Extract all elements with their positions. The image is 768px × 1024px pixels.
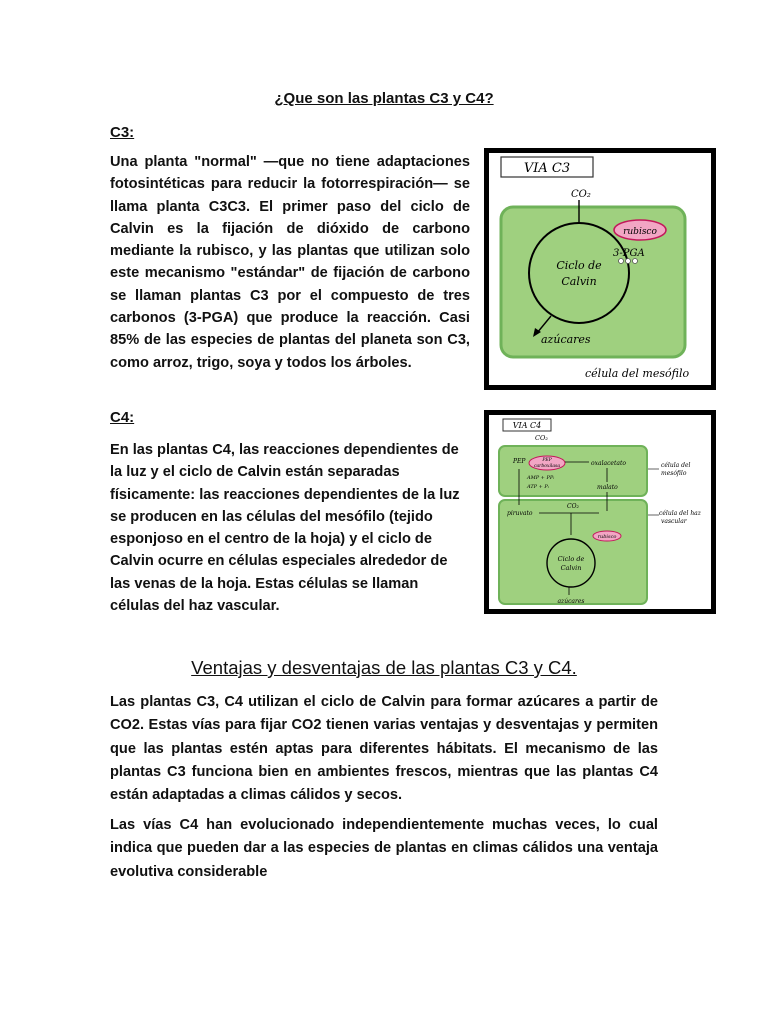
calvin-cycle-label-1: Ciclo de xyxy=(557,555,585,563)
mesophyll-cell xyxy=(499,446,647,496)
bundle-sheath-label-2: vascular xyxy=(661,518,687,525)
figure-c3-title: VIA C3 xyxy=(523,161,571,176)
figure-c4-diagram xyxy=(484,410,716,614)
section-title: Ventajas y desventajas de las plantas C3 y C4. xyxy=(191,657,577,678)
c4-heading: C4: xyxy=(110,409,135,426)
pga-label: 3-PGA xyxy=(613,248,645,259)
calvin-cycle-label-2: Calvin xyxy=(560,564,582,572)
pep-carboxylase-label-2: carboxilasa xyxy=(533,464,561,469)
rubisco-label: rubisco xyxy=(623,227,657,237)
figure-c3-diagram xyxy=(484,148,716,390)
page-title: ¿Que son las plantas C3 y C4? xyxy=(274,90,494,107)
atp-label: ATP + Pᵢ xyxy=(527,484,549,490)
calvin-cycle-label-1: Ciclo de xyxy=(556,259,602,272)
calvin-cycle-label-2: Calvin xyxy=(561,275,597,288)
amp-label: AMP + PPᵢ xyxy=(527,475,555,481)
oxaloacetate-label: oxalacetato xyxy=(591,460,626,467)
pga-carbon-1 xyxy=(619,259,624,264)
malate-label: malato xyxy=(597,484,618,491)
figure-c4-title: VIA C4 xyxy=(512,421,542,430)
pga-carbon-3 xyxy=(633,259,638,264)
rubisco-label: rubisco xyxy=(597,534,617,540)
co2-top-label: CO₂ xyxy=(535,434,548,442)
bundle-sheath-label-1: célula del haz xyxy=(659,510,701,517)
pep-label: PEP xyxy=(513,458,526,465)
pga-carbon-2 xyxy=(626,259,631,264)
sugars-label: azúcares xyxy=(557,598,585,605)
c3-heading: C3: xyxy=(110,124,135,141)
mesophyll-label-2: mesófilo xyxy=(661,470,687,477)
figure-c3-caption: célula del mesófilo xyxy=(585,367,690,380)
c4-paragraph: En las plantas C4, las reacciones dependientes de la luz y el ciclo de Calvin están separadas físicamente: las reacciones dependientes de la luz se producen en las células del mesófilo (tejido esponjoso en el centro de la hoja) y el ciclo de Calvin ocurre en células especiales alrededor de las venas de la hoja. Estas células se llaman células del haz vascular. xyxy=(110,442,460,615)
co2-label: CO₂ xyxy=(571,189,591,200)
section-paragraph-2: Las vías C4 han evolucionado independientemente muchas veces, lo cual indica que pueden dar a las especies de plantas en climas cálidos una ventaja evolutiva considerable xyxy=(110,817,658,880)
mesophyll-label-1: célula del xyxy=(661,462,691,469)
c3-paragraph: Una planta "normal" —que no tiene adaptaciones fotosintéticas para reducir la fotorrespiración— se llama planta C3C3. El primer paso del ciclo de Calvin es la fijación de dióxido de carbono mediante la rubisco, y las plantas que utilizan solo este mecanismo "estándar" de fijación de carbono se llaman plantas C3 por el compuesto de tres carbonos (3-PGA) que produce la reacción. Casi 85% de las especies de plantas del planeta son C3, como arroz, trigo, soya y todos los árboles. xyxy=(110,154,470,371)
sugars-label: azúcares xyxy=(541,333,591,346)
pep-carboxylase-label-1: PEP xyxy=(542,458,552,463)
co2-mid-label: CO₂ xyxy=(567,503,579,510)
section-paragraph-1: Las plantas C3, C4 utilizan el ciclo de Calvin para formar azúcares a partir de CO2. Estas vías para fijar CO2 tienen varias ventajas y desventajas y permiten que las plantas estén aptas para diferentes hábitats. El mecanismo de las plantas C3 funciona bien en ambientes frescos, mientras que las plantas C4 están adaptadas a climas cálidos y secos. xyxy=(110,694,658,804)
pyruvate-label: piruvato xyxy=(507,510,533,517)
